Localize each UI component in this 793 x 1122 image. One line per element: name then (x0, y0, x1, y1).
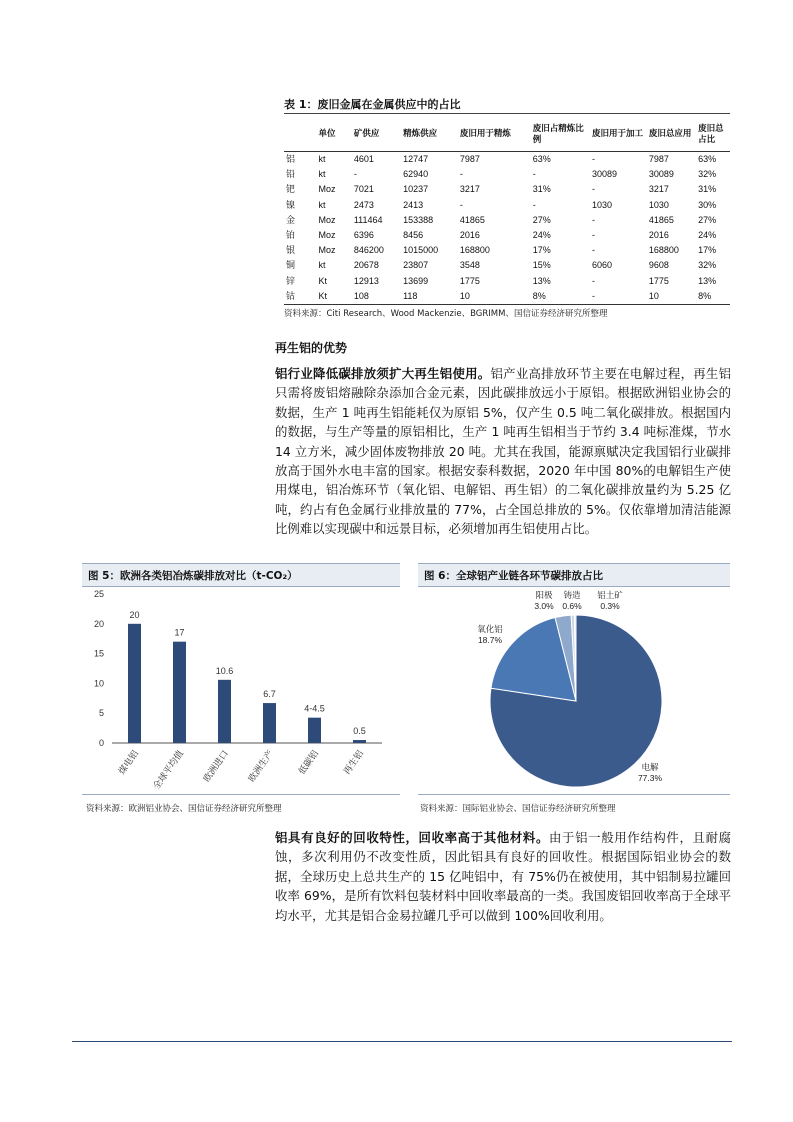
pie-slice-percent: 0.6% (562, 601, 582, 611)
table-cell: 23807 (403, 260, 429, 271)
header-cell: 精炼供应 (401, 116, 458, 152)
bar-data-label: 6.7 (263, 689, 276, 700)
table-cell: 1015000 (403, 245, 439, 256)
table-cell: 30% (698, 199, 717, 210)
table-row (284, 274, 730, 289)
table-cell: 8% (696, 289, 730, 305)
table-cell: Moz (318, 230, 336, 241)
metal-name-cell: 金 (286, 214, 296, 225)
pie-slice-percent: 18.7% (477, 635, 503, 645)
table-cell: 1775 (648, 275, 669, 286)
table-cell: 13% (698, 275, 717, 286)
table-cell: - (591, 184, 595, 195)
table-cell: 7987 (459, 154, 480, 164)
header-cell: 废旧用于精炼 (458, 116, 531, 152)
fig5-bottom-rule (82, 794, 400, 795)
table-cell: 153388 (403, 214, 434, 225)
y-tick-label: 25 (93, 589, 104, 599)
table-cell: - (591, 214, 595, 225)
table-cell: 13% (532, 275, 551, 286)
table-cell: 6060 (591, 260, 612, 271)
fig6-pie-chart (418, 586, 730, 794)
table-cell: 3217 (648, 184, 669, 195)
fig5-bar-chart (82, 586, 400, 794)
table-cell: kt (318, 260, 326, 271)
pie-slice-label: 阳极 (535, 590, 553, 600)
table-cell: kt (318, 169, 326, 180)
table-cell: 12913 (353, 275, 379, 286)
table1-source: 资料来源：Citi Research、Wood Mackenzie、BGRIMM、国信证券经济研究所整理 (284, 309, 608, 319)
table-cell: 15% (532, 260, 551, 271)
table-cell: - (459, 169, 463, 180)
y-tick-label: 5 (98, 708, 104, 719)
table-cell: 63% (698, 154, 717, 164)
table-cell: - (532, 199, 536, 210)
fig6-source: 资料来源：国际铝业协会、国信证券经济研究所整理 (420, 804, 616, 814)
table-row (284, 228, 730, 243)
table-cell: - (353, 169, 357, 180)
paragraph-carbon (275, 364, 731, 539)
y-tick-label: 20 (93, 618, 104, 629)
table-row (284, 289, 730, 305)
table-cell: 6396 (353, 230, 374, 241)
metal-name-cell: 钴 (284, 289, 316, 305)
table-row (284, 152, 730, 168)
table-cell: 2016 (459, 230, 480, 241)
paragraph-text: 由于铝一般用作结构件，且耐腐蚀，多次利用仍不改变性质，因此铝具有良好的回收性。根据国际铝业协会的数据，全球历史上总共生产的 15 亿吨铝中，有 75%仍在被使用，其中铝制易拉罐回收率 69%，是所有饮料包装材料中回收率最高的一类。我国废铝回收率高于全球平均水平，尤其是铝合金易拉罐几乎可以做到 100%回收利用。 (275, 830, 732, 923)
pie-slice-percent: 3.0% (534, 601, 554, 611)
table-cell: - (591, 245, 595, 256)
table-cell: Moz (318, 214, 336, 225)
x-category-label: 欧洲进口 (201, 748, 231, 784)
table-cell: 1030 (648, 199, 669, 210)
table-cell: 30089 (648, 169, 674, 180)
table-cell: Moz (318, 184, 336, 195)
table-row (284, 243, 730, 258)
table-cell: 2413 (403, 199, 424, 210)
metal-name-cell: 铅 (286, 169, 296, 180)
bar-data-label: 10.6 (215, 665, 234, 676)
bar-data-label: 0.5 (353, 726, 366, 737)
table-cell: 62940 (403, 169, 429, 180)
header-cell: 废旧用于加工 (590, 116, 647, 152)
bar-data-label: 20 (129, 609, 140, 620)
paragraph-lead: 铝行业降低碳排放须扩大再生铝使用。 (275, 366, 491, 381)
table-cell: 108 (352, 289, 401, 305)
x-category-label: 再生铝 (341, 748, 366, 777)
x-category-label: 煤电铝 (116, 748, 141, 777)
table-row (284, 258, 730, 273)
paragraph-recycling (275, 828, 731, 925)
table-cell: 168800 (459, 245, 490, 256)
table-body (284, 152, 730, 305)
table-top-rule (284, 113, 730, 114)
fig5-caption: 图 5：欧洲各类铝冶炼碳排放对比（t-CO₂） (88, 570, 298, 582)
metal-name-cell: 镍 (286, 199, 296, 210)
bar (353, 740, 366, 743)
table-cell: 8456 (403, 230, 424, 241)
pie-slice-label: 氧化铝 (477, 624, 503, 634)
table-cell: 8% (531, 289, 590, 305)
table-row (284, 167, 730, 182)
bar (218, 680, 231, 743)
section-title: 再生铝的优势 (275, 341, 348, 355)
table-cell: - (591, 275, 595, 286)
table-cell: kt (318, 199, 326, 210)
table-cell: kt (318, 154, 326, 164)
bar (263, 703, 276, 743)
table-cell: 2016 (648, 230, 669, 241)
table-cell: 4601 (353, 154, 374, 164)
table-cell: 1030 (591, 199, 612, 210)
header-cell: 废旧总应用 (647, 116, 696, 152)
table-cell: - (591, 230, 595, 241)
bar-data-label: 17 (174, 627, 185, 638)
fig5-caption-bar (82, 563, 400, 587)
x-category-label: 全球平均值 (151, 748, 186, 792)
y-tick-label: 0 (98, 738, 104, 748)
metal-supply-table (284, 116, 730, 305)
pie-slice-label: 铸造 (563, 590, 581, 600)
footer-rule (72, 1041, 732, 1042)
table-cell: 27% (698, 214, 717, 225)
y-tick-label: 15 (93, 648, 104, 659)
metal-name-cell: 银 (286, 245, 296, 256)
table-cell: Kt (318, 275, 327, 286)
table-cell: 41865 (459, 214, 485, 225)
table-cell: Moz (318, 245, 336, 256)
table-cell: - (590, 289, 647, 305)
table-cell: 13699 (403, 275, 429, 286)
table-cell: 10 (458, 289, 531, 305)
bar-data-label: 4-4.5 (304, 703, 325, 714)
paragraph-text: 铝产业高排放环节主要在电解过程，再生铝只需将废铝熔融除杂添加合金元素，因此碳排放远小于原铝。根据欧洲铝业协会的数据，生产 1 吨再生铝能耗仅为原铝 5%，仅产生 0.5 吨二氧化碳排放。根据国内的数据，与生产等量的原铝相比，生产 1 吨再生铝相当于节约 3.4 吨标准煤，节水 14 立方米，减少固体废物排放 20 吨。尤其在我国，能源禀赋决定我国铝行业碳排放高于国外水电丰富的国家。根据安泰科数据，2020 年中国 80%的电解铝生产使用煤电，铝冶炼环节（氧化铝、电解铝、再生铝）的二氧化碳排放量约为 5.25 亿吨，约占有色金属行业排放量的 77%，占全国总排放的 5%。仅依靠增加清洁能源比例难以实现碳中和远景目标，必须增加再生铝使用占比。 (275, 366, 732, 537)
paragraph-lead: 铝具有良好的回收特性，回收率高于其他材料。 (275, 830, 549, 845)
pie-slice-label: 电解 (641, 762, 659, 772)
fig6-bottom-rule (418, 794, 730, 795)
table1-caption: 表 1：废旧金属在金属供应中的占比 (284, 98, 461, 111)
table-row (284, 213, 730, 228)
table-cell: 2473 (353, 199, 374, 210)
table-cell: 111464 (353, 214, 383, 225)
table-cell: 12747 (403, 154, 429, 164)
header-cell: 废旧总占比 (696, 116, 730, 152)
table-cell: 10237 (403, 184, 429, 195)
fig5-source: 资料来源：欧洲铝业协会、国信证券经济研究所整理 (86, 804, 282, 814)
header-cell: 废旧占精炼比例 (531, 116, 590, 152)
fig6-caption: 图 6：全球铝产业链各环节碳排放占比 (424, 570, 603, 582)
table-cell: 30089 (591, 169, 617, 180)
table-cell: - (591, 154, 595, 164)
bar (308, 718, 321, 743)
table-cell: 846200 (353, 245, 384, 256)
table-cell: 10 (647, 289, 696, 305)
x-category-label: 欧洲生产 (246, 748, 276, 784)
table-cell: 24% (698, 230, 717, 241)
table-cell: 17% (698, 245, 717, 256)
pie-slice-label: 铝土矿 (597, 590, 623, 600)
table-cell: 20678 (353, 260, 379, 271)
table-cell: 1775 (459, 275, 480, 286)
table-row (284, 198, 730, 213)
table-cell: 27% (532, 214, 551, 225)
header-cell: 矿供应 (352, 116, 401, 152)
table-cell: - (532, 169, 536, 180)
fig6-caption-bar (418, 563, 730, 587)
table-cell: 31% (532, 184, 551, 195)
table-cell: 32% (698, 260, 717, 271)
pie-slice-percent: 77.3% (637, 773, 663, 783)
table-header-row (284, 116, 730, 152)
metal-name-cell: 铂 (286, 230, 296, 241)
table-cell: 168800 (648, 245, 679, 256)
table-cell: 17% (532, 245, 551, 256)
table-cell: 31% (698, 184, 717, 195)
metal-name-cell: 锌 (286, 275, 296, 286)
table-cell: 7021 (353, 184, 374, 195)
table-cell: 9608 (648, 260, 669, 271)
x-category-label: 低碳铝 (296, 748, 321, 777)
table-row (284, 182, 730, 197)
table-cell: 32% (698, 169, 717, 180)
table-cell: 3217 (459, 184, 480, 195)
bar (173, 642, 186, 743)
pie-slice-percent: 0.3% (600, 601, 620, 611)
y-tick-label: 10 (93, 678, 104, 689)
table-cell: - (459, 199, 463, 210)
header-cell: 单位 (316, 116, 351, 152)
table-cell: 3548 (459, 260, 480, 271)
bar (128, 624, 141, 743)
header-cell (284, 116, 316, 152)
table-cell: Kt (316, 289, 351, 305)
metal-name-cell: 钯 (286, 184, 296, 195)
table-cell: 24% (532, 230, 551, 241)
metal-name-cell: 铜 (286, 260, 296, 271)
table-cell: 63% (532, 154, 551, 164)
table-cell: 41865 (648, 214, 674, 225)
table-cell: 7987 (648, 154, 669, 164)
metal-name-cell: 铝 (286, 154, 296, 164)
table-cell: 118 (401, 289, 458, 305)
